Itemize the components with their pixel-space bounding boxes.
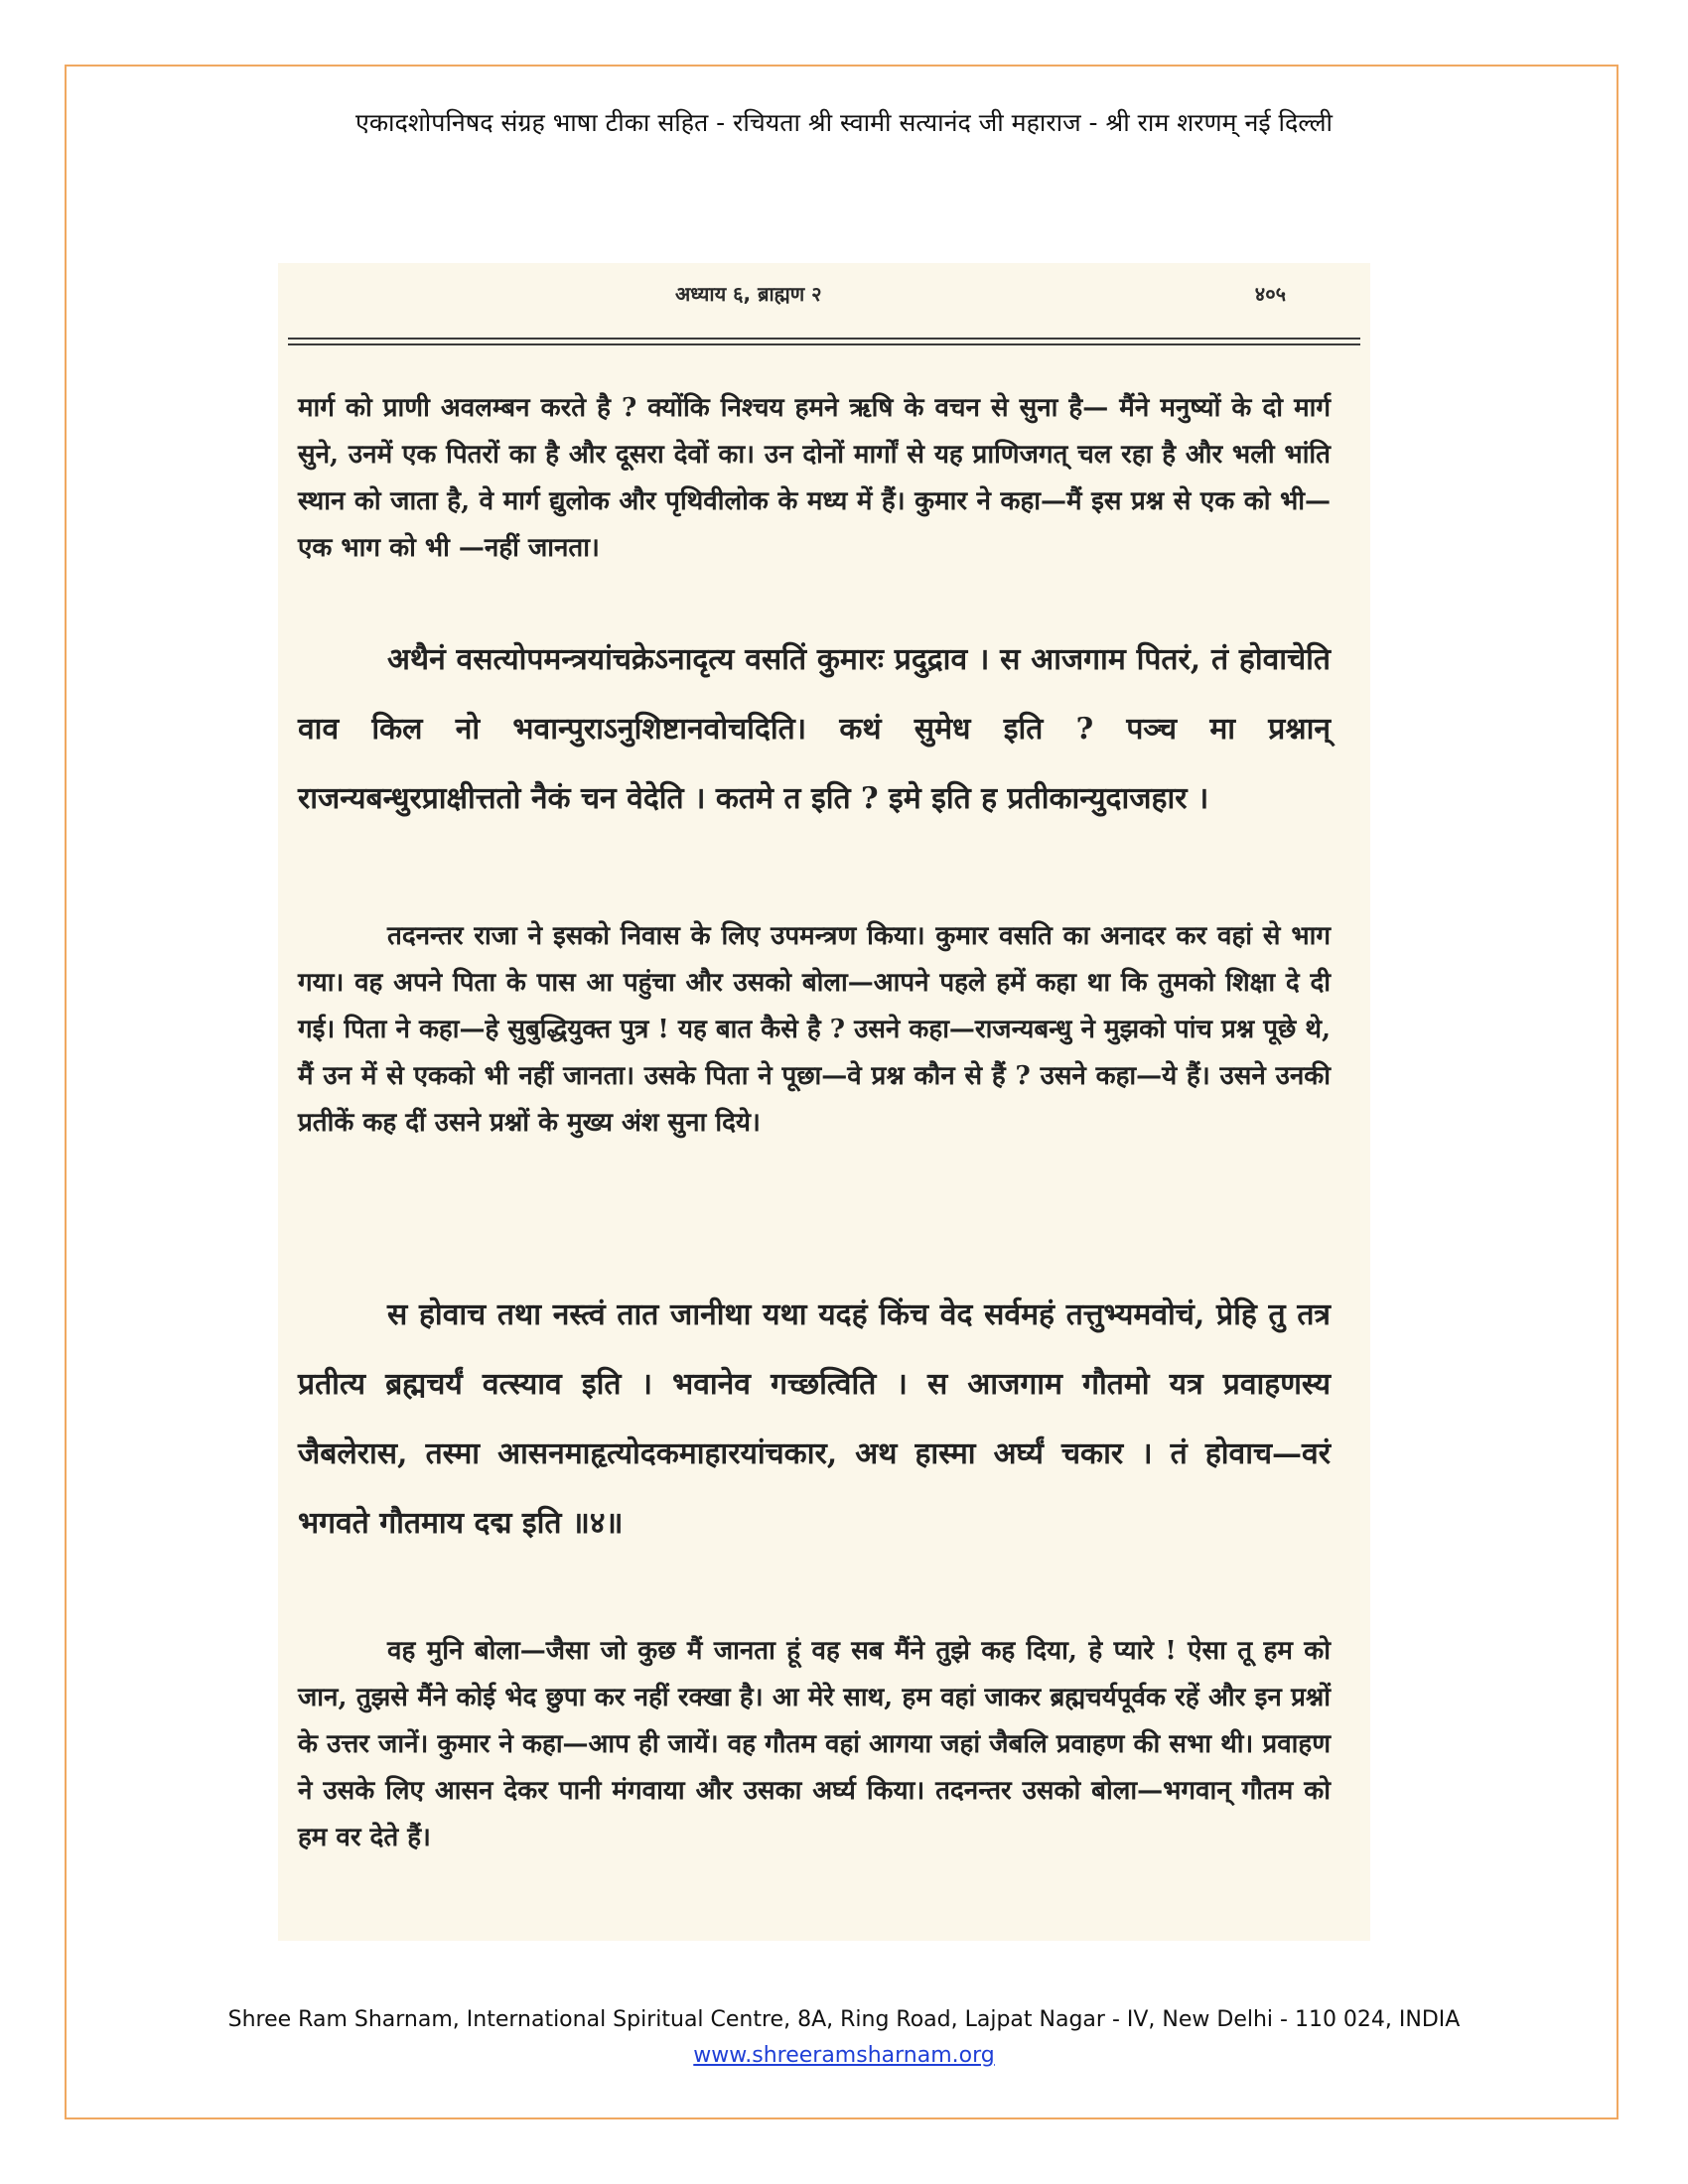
- hindi-commentary-1: मार्ग को प्राणी अवलम्बन करते है ? क्योंकि निश्चय हमने ऋषि के वचन से सुना है— मैंने मनुष्यों के दो मार्ग सुने, उनमें एक पितरों का है और दूसरा देवों का। उन दोनों मार्गों से यह प्राणिजगत् चल रहा है और भली भांति स्थान को जाता है, वे मार्ग द्युलोक और पृथिवीलोक के मध्य में हैं। कुमार ने कहा—मैं इस प्रश्न से एक को भी—एक भाग को भी —नहीं जानता।: [298, 393, 1331, 563]
- hindi-commentary-3: वह मुनि बोला—जैसा जो कुछ मैं जानता हूं वह सब मैंने तुझे कह दिया, हे प्यारे ! ऐसा तू हम को जान, तुझसे मैंने कोई भेद छुपा कर नहीं रक्खा है। आ मेरे साथ, हम वहां जाकर ब्रह्मचर्यपूर्वक रहें और इन प्रश्नों के उत्तर जानें। कुमार ने कहा—आप ही जायें। वह गौतम वहां आगया जहां जैबलि प्रवाहण की सभा थी। प्रवाहण ने उसके लिए आसन देकर पानी मंगवाया और उसका अर्घ्य किया। तदनन्तर उसको बोला—भगवान् गौतम को हम वर देते हैं।: [298, 1636, 1331, 1852]
- header-rule-second: [288, 343, 1360, 345]
- sanskrit-verse-2: स होवाच तथा नस्त्वं तात जानीथा यथा यदहं किंच वेद सर्वमहं तत्तुभ्यमवोचं, प्रेहि तु तत्र प्रतीत्य ब्रह्मचर्यं वत्स्याव इति । भवानेव गच्छत्विति । स आजगाम गौतमो यत्र प्रवाहणस्य जैबलेरास, तस्मा आसनमाहृत्योदकमाहारयांचकार, अथ हास्मा अर्घ्यं चकार । तं होवाच—वरं भगवते गौतमाय दद्म इति ॥४॥: [298, 1297, 1331, 1541]
- sanskrit-verse-1: अथैनं वसत्योपमन्त्रयांचक्रेऽनादृत्य वसतिं कुमारः प्रदुद्राव । स आजगाम पितरं, तं होवाचेति वाव किल नो भवान्पुराऽनुशिष्टानवोचदिति। कथं सुमेध इति ? पञ्च मा प्रश्नान् राजन्यबन्धुरप्राक्षीत्ततो नैकं चन वेदेति । कतमे त इति ? इमे इति ह प्रतीकान्युदाजहार ।: [298, 642, 1331, 816]
- page-number: ४०५: [1254, 282, 1286, 306]
- header-rule: [288, 338, 1360, 340]
- document-header: एकादशोपनिषद संग्रह भाषा टीका सहित - रचियता श्री स्वामी सत्यानंद जी महाराज - श्री राम शरणम् नई दिल्ली: [355, 108, 1333, 137]
- chapter-section-label: अध्याय ६, ब्राह्मण २: [675, 282, 822, 306]
- hindi-commentary-2: तदनन्तर राजा ने इसको निवास के लिए उपमन्त्रण किया। कुमार वसति का अनादर कर वहां से भाग गया। वह अपने पिता के पास आ पहुंचा और उसको बोला—आपने पहले हमें कहा था कि तुमको शिक्षा दे दी गई। पिता ने कहा—हे सुबुद्धियुक्त पुत्र ! यह बात कैसे है ? उसने कहा—राजन्यबन्धु ने मुझको पांच प्रश्न पूछे थे, मैं उन में से एकको भी नहीं जानता। उसके पिता ने पूछा—वे प्रश्न कौन से हैं ? उसने कहा—ये हैं। उसने उनकी प्रतीकें कह दीं उसने प्रश्नों के मुख्य अंश सुना दिये।: [298, 921, 1331, 1138]
- footer-website: [0, 2043, 1688, 2068]
- footer-address: Shree Ram Sharnam, International Spiritual Centre, 8A, Ring Road, Lajpat Nagar - IV, New Delhi - 110 024, INDIA: [227, 2007, 1461, 2032]
- website-link[interactable]: www.shreeramsharnam.org: [693, 2043, 995, 2068]
